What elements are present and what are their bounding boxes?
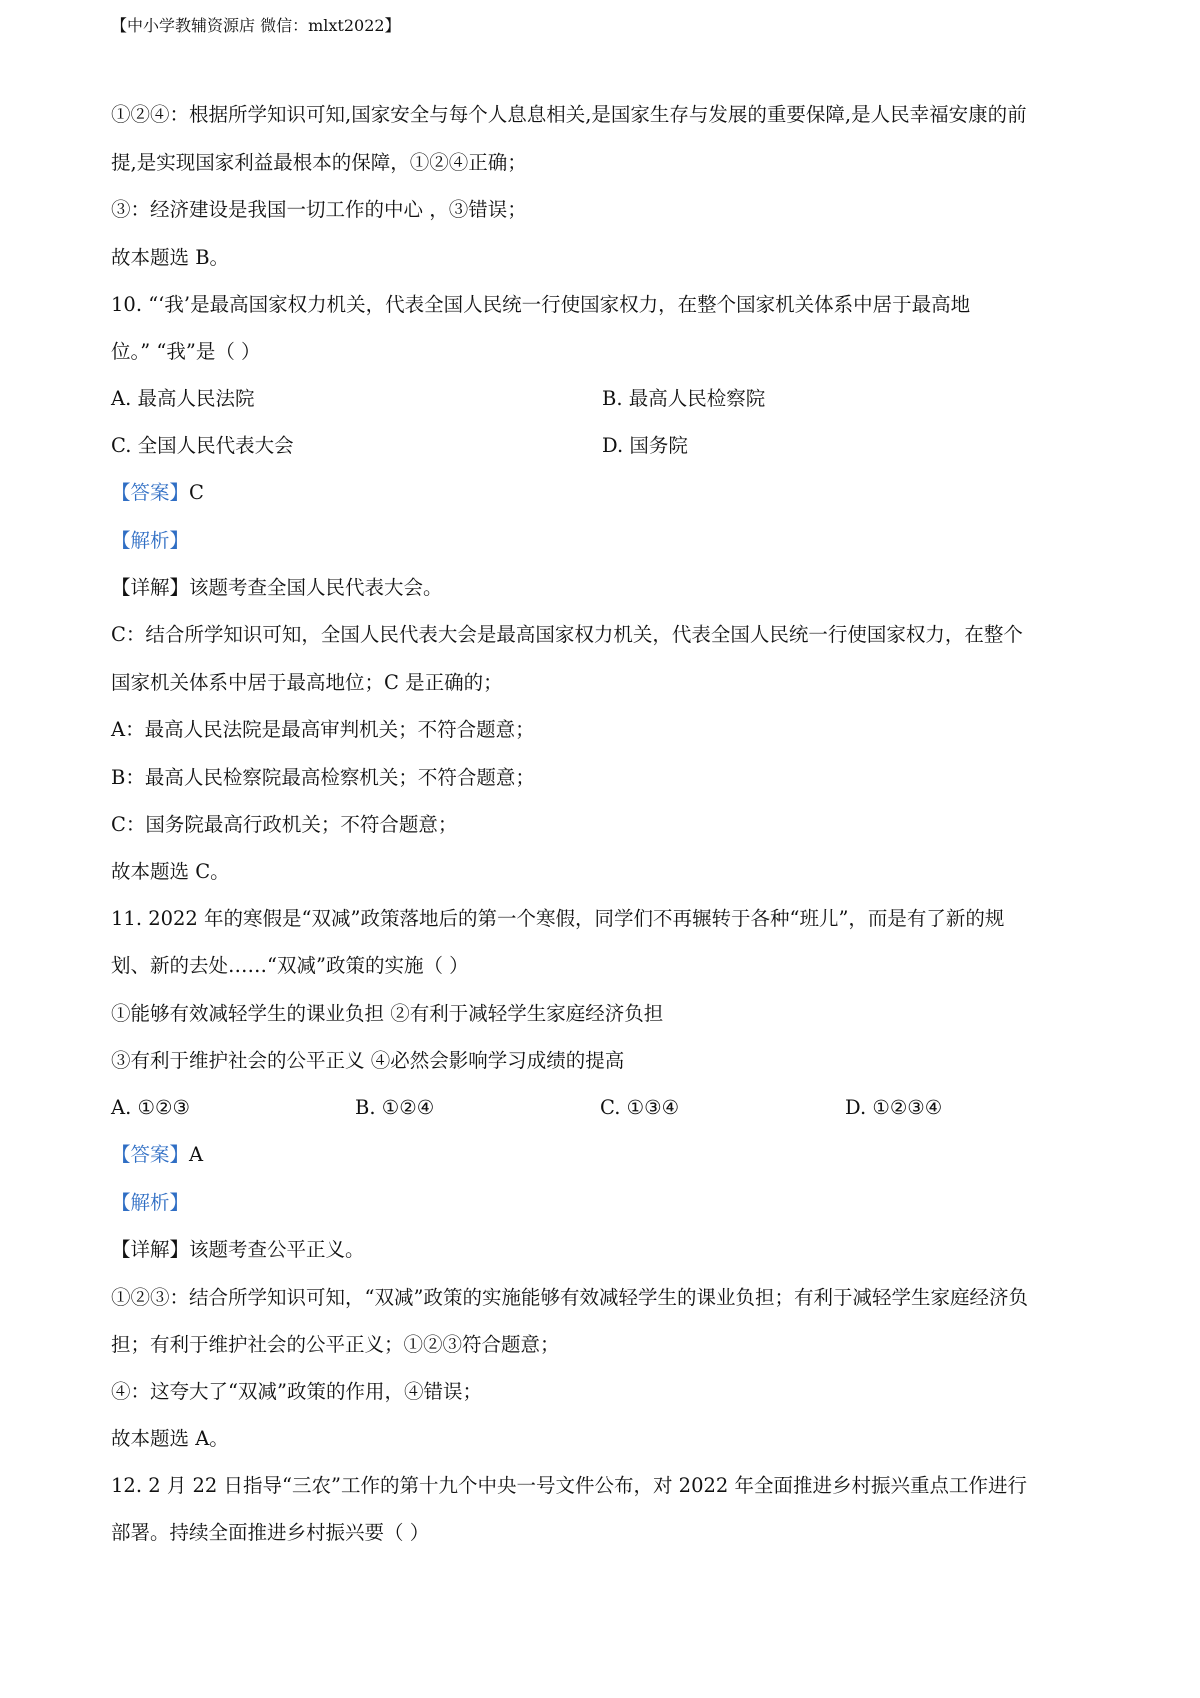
q10-option-c: C. 全国人民代表大会 — [111, 434, 294, 457]
q9-explanation-line: ③：经济建设是我国一切工作的中心 ，③错误； — [111, 198, 527, 221]
q10-stem-line: 位。” “我”是（ ） — [111, 340, 261, 363]
q10-option-a: A. 最高人民法院 — [111, 387, 255, 410]
q10-conclusion: 故本题选 C。 — [111, 860, 230, 883]
q11-stem-line: 11. 2022 年的寒假是“双减”政策落地后的第一个寒假，同学们不再辗转于各种“班儿”，而是有了新的规 — [111, 907, 1005, 930]
q10-analysis-label: 【解析】 — [111, 529, 190, 552]
q11-analysis-label: 【解析】 — [111, 1191, 190, 1214]
q11-explanation-line: ④：这夸大了“双减”政策的作用，④错误； — [111, 1380, 482, 1403]
q11-option-d: D. ①②③④ — [845, 1096, 943, 1119]
q9-explanation-line: 提,是实现国家利益最根本的保障，①②④正确； — [111, 151, 527, 174]
q10-explanation-line: B：最高人民检察院最高检察机关；不符合题意； — [111, 766, 535, 789]
q10-explanation-line: 国家机关体系中居于最高地位；C 是正确的； — [111, 671, 503, 694]
q11-option-a: A. ①②③ — [111, 1096, 190, 1119]
q10-explanation-line: A：最高人民法院是最高审判机关；不符合题意； — [111, 718, 535, 741]
q11-option-b: B. ①②④ — [355, 1096, 435, 1119]
q10-answer — [111, 479, 204, 507]
q11-stem-line: 划、新的去处……“双减”政策的实施（ ） — [111, 954, 469, 977]
q11-explanation-line: ①②③：结合所学知识可知，“双减”政策的实施能够有效减轻学生的课业负担；有利于减轻学生家庭经济负 — [111, 1286, 1028, 1309]
q10-detail: 【详解】该题考查全国人民代表大会。 — [111, 576, 443, 599]
answer-label: 【答案】 — [111, 1143, 190, 1166]
q10-option-b: B. 最高人民检察院 — [602, 387, 766, 410]
q11-answer — [111, 1141, 203, 1169]
q11-option-c: C. ①③④ — [600, 1096, 680, 1119]
q10-option-d: D. 国务院 — [602, 434, 688, 457]
q11-detail: 【详解】该题考查公平正义。 — [111, 1238, 365, 1261]
watermark-header: 【中小学教辅资源店 微信：mlxt2022】 — [111, 16, 401, 35]
q11-statement-line: ③有利于维护社会的公平正义 ④必然会影响学习成绩的提高 — [111, 1049, 625, 1072]
answer-value: A — [189, 1143, 204, 1166]
q11-explanation-line: 担；有利于维护社会的公平正义；①②③符合题意； — [111, 1333, 560, 1356]
q11-statement-line: ①能够有效减轻学生的课业负担 ②有利于减轻学生家庭经济负担 — [111, 1002, 664, 1025]
q10-explanation-line: C：结合所学知识可知，全国人民代表大会是最高国家权力机关，代表全国人民统一行使国家权力，在整个 — [111, 623, 1023, 646]
answer-value: C — [189, 481, 204, 504]
q10-stem-line: 10. “‘我’是最高国家权力机关，代表全国人民统一行使国家权力，在整个国家机关体系中居于最高地 — [111, 293, 971, 316]
q12-stem-line: 部署。持续全面推进乡村振兴要（ ） — [111, 1521, 430, 1544]
q11-conclusion: 故本题选 A。 — [111, 1427, 229, 1450]
answer-label: 【答案】 — [111, 481, 190, 504]
q10-explanation-line: C：国务院最高行政机关；不符合题意； — [111, 813, 458, 836]
q9-conclusion: 故本题选 B。 — [111, 246, 230, 269]
q9-explanation-line: ①②④：根据所学知识可知,国家安全与每个人息息相关,是国家生存与发展的重要保障,是人民幸福安康的前 — [111, 103, 1027, 126]
q12-stem-line: 12. 2 月 22 日指导“三农”工作的第十九个中央一号文件公布，对 2022 年全面推进乡村振兴重点工作进行 — [111, 1474, 1027, 1497]
